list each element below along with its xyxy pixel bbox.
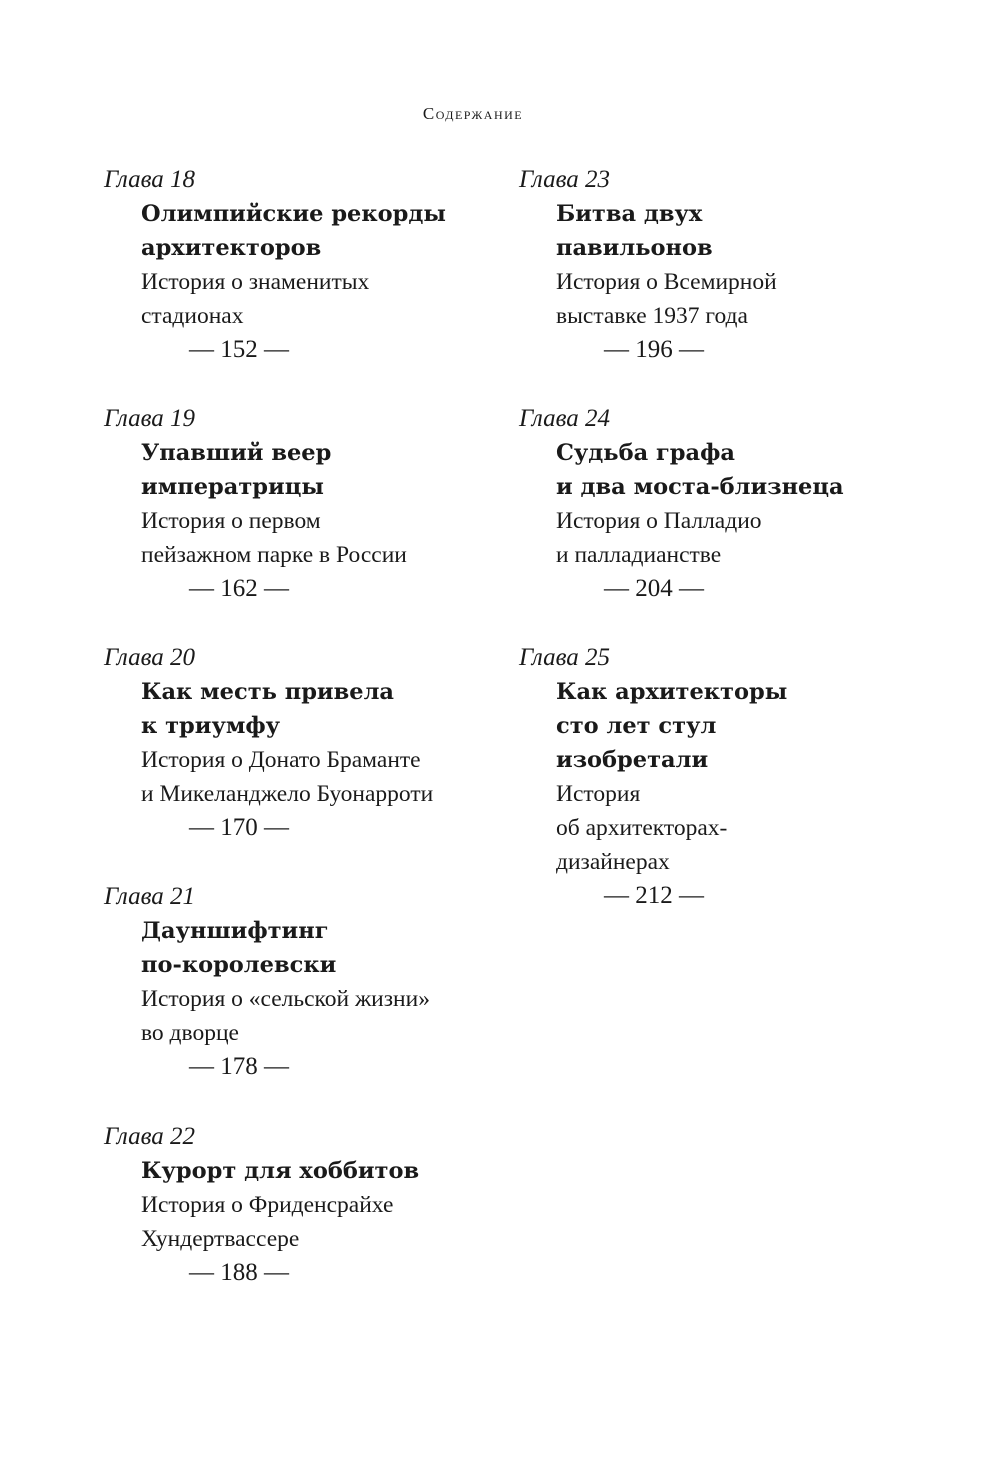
chapter-title-line: изобретали: [556, 747, 709, 773]
chapter-label: Глава 22: [104, 1123, 196, 1150]
toc-entry-chapter-25[interactable]: [519, 643, 787, 913]
chapter-title: [104, 914, 430, 982]
chapter-description-line: стадионах: [141, 303, 244, 329]
chapter-description-line: и Микеланджело Буонарроти: [141, 781, 434, 807]
chapter-label: Глава 23: [519, 166, 611, 193]
page-number: — 162 —: [189, 575, 289, 602]
toc-entry-chapter-22[interactable]: [104, 1122, 419, 1290]
chapter-description-line: пейзажном парке в России: [141, 542, 407, 568]
chapter-label: Глава 19: [104, 405, 196, 432]
chapter-description-line: История о Донато Браманте: [141, 747, 421, 773]
chapter-title: [104, 675, 433, 743]
chapter-description-line: об архитекторах-: [556, 815, 728, 841]
chapter-description-line: История о знаменитых: [141, 269, 370, 295]
page-number: — 188 —: [189, 1259, 289, 1286]
chapter-title-line: Олимпийские рекорды: [141, 201, 446, 227]
chapter-title-line: императрицы: [141, 474, 324, 500]
running-head: Содержание: [422, 104, 524, 123]
chapter-title-line: павильонов: [556, 235, 713, 261]
chapter-description-line: дизайнерах: [556, 849, 670, 875]
chapter-label: Глава 21: [104, 883, 196, 910]
chapter-title-line: архитекторов: [141, 235, 322, 261]
chapter-title-line: по-королевски: [141, 952, 337, 978]
chapter-label: Глава 24: [519, 405, 611, 432]
chapter-title-line: Дауншифтинг: [141, 918, 329, 944]
chapter-title-line: Судьба графа: [556, 440, 735, 466]
chapter-title-line: и два моста-близнеца: [556, 474, 844, 500]
chapter-title-line: Курорт для хоббитов: [141, 1158, 420, 1184]
toc-entry-chapter-21[interactable]: [104, 882, 430, 1084]
page-number: — 204 —: [604, 575, 704, 602]
chapter-title-line: Как архитекторы: [556, 679, 788, 705]
chapter-description-line: История о Фриденсрайхе: [141, 1192, 394, 1218]
chapter-title: [104, 197, 446, 265]
chapter-title: [519, 436, 844, 504]
page-number: — 212 —: [604, 882, 704, 909]
chapter-title-line: Упавший веер: [141, 440, 332, 466]
chapter-label: Глава 25: [519, 644, 611, 671]
toc-entry-chapter-23[interactable]: [519, 165, 777, 367]
chapter-title-line: Как месть привела: [141, 679, 395, 705]
chapter-description-line: выставке 1937 года: [556, 303, 748, 329]
chapter-description-line: во дворце: [141, 1020, 239, 1046]
chapter-title: [519, 675, 787, 777]
chapter-title-line: Битва двух: [556, 201, 703, 227]
chapter-description-line: История: [556, 781, 641, 807]
page-number: — 152 —: [189, 336, 289, 363]
chapter-title-line: сто лет стул: [556, 713, 717, 739]
chapter-description-line: Хундертвассере: [141, 1226, 300, 1252]
toc-entry-chapter-24[interactable]: [519, 404, 844, 606]
chapter-description-line: История о Всемирной: [556, 269, 777, 295]
page-number: — 178 —: [189, 1053, 289, 1080]
toc-entry-chapter-20[interactable]: [104, 643, 433, 845]
chapter-label: Глава 20: [104, 644, 196, 671]
page-number: — 170 —: [189, 814, 289, 841]
chapter-label: Глава 18: [104, 166, 196, 193]
page-number: — 196 —: [604, 336, 704, 363]
chapter-description-line: История о Палладио: [556, 508, 762, 534]
toc-entry-chapter-18[interactable]: [104, 165, 446, 367]
toc-entry-chapter-19[interactable]: [104, 404, 407, 606]
chapter-description-line: и палладианстве: [556, 542, 722, 568]
chapter-title: [104, 1154, 419, 1188]
chapter-title: [104, 436, 407, 504]
chapter-title-line: к триумфу: [141, 713, 281, 739]
chapter-description-line: История о «сельской жизни»: [141, 986, 430, 1012]
chapter-description-line: История о первом: [141, 508, 321, 534]
chapter-title: [519, 197, 777, 265]
